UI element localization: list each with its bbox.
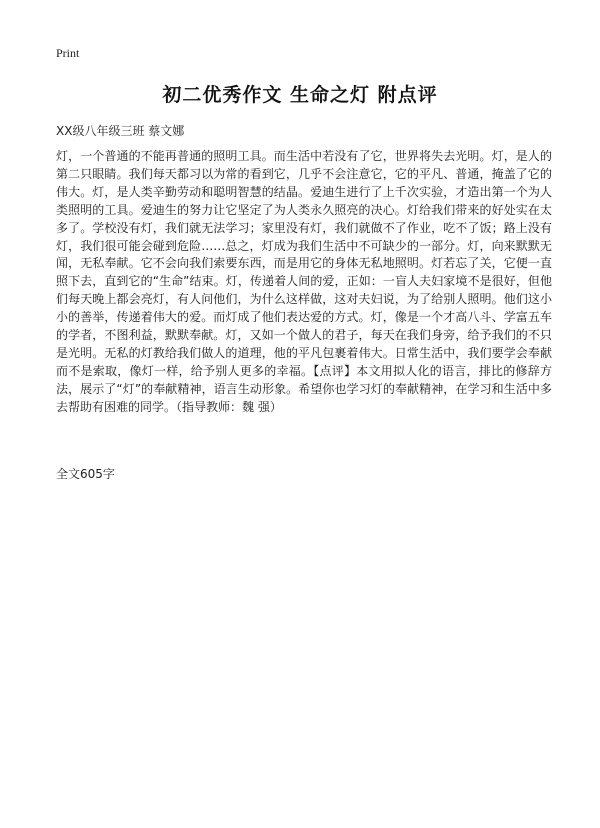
word-count: 全文605字 <box>56 467 115 481</box>
article-body: 灯，一个普通的不能再普通的照明工具。而生活中若没有了它，世界将失去光明。灯，是人的第二只眼睛。我们每天都习以为常的看到它，几乎不会注意它，它的平凡、普通，掩盖了它的伟大。灯，是人类辛勤劳动和聪明智慧的结晶。爱迪生进行了上千次实验，才造出第一个为人类照明的工具。爱迪生的努力让它坚定了为人类永久照亮的决心。灯给我们带来的好处实在太多了。学校没有灯，我们就无法学习；家里没有灯，我们就做不了作业，吃不了饭；路上没有灯，我们很可能会碰到危险……总之，灯成为我们生活中不可缺少的一部分。灯，向来默默无闻，无私奉献。它不会向我们索要东西，而是用它的身体无私地照明。灯若忘了关，它便一直照下去，直到它的“生命”结束。灯，传递着人间的爱，正如：一盲人夫妇家境不是很好，但他们每天晚上都会亮灯，有人问他们，为什么这样做，这对夫妇说，为了给别人照明。他们这小小的善举，传递着伟大的爱。而灯成了他们表达爱的方式。灯，像是一个才高八斗、学富五车的学者，不图利益，默默奉献。灯，又如一个做人的君子，每天在我们身旁，给予我们的不只是光明。无私的灯教给我们做人的道理，他的平凡包裹着伟大。日常生活中，我们要学会奉献而不是索取，像灯一样，给予别人更多的幸福。【点评】本文用拟人化的语言，排比的修辞方法，展示了“灯”的奉献精神，语言生动形象。希望你也学习灯的奉献精神，在学习和生活中多去帮助有困难的同学。（指导教师：魏 强） <box>56 149 552 414</box>
author-line: XX级八年级三班 蔡文娜 <box>56 124 185 138</box>
page-title: 初二优秀作文 生命之灯 附点评 <box>162 84 438 106</box>
print-link[interactable]: Print <box>56 46 80 60</box>
